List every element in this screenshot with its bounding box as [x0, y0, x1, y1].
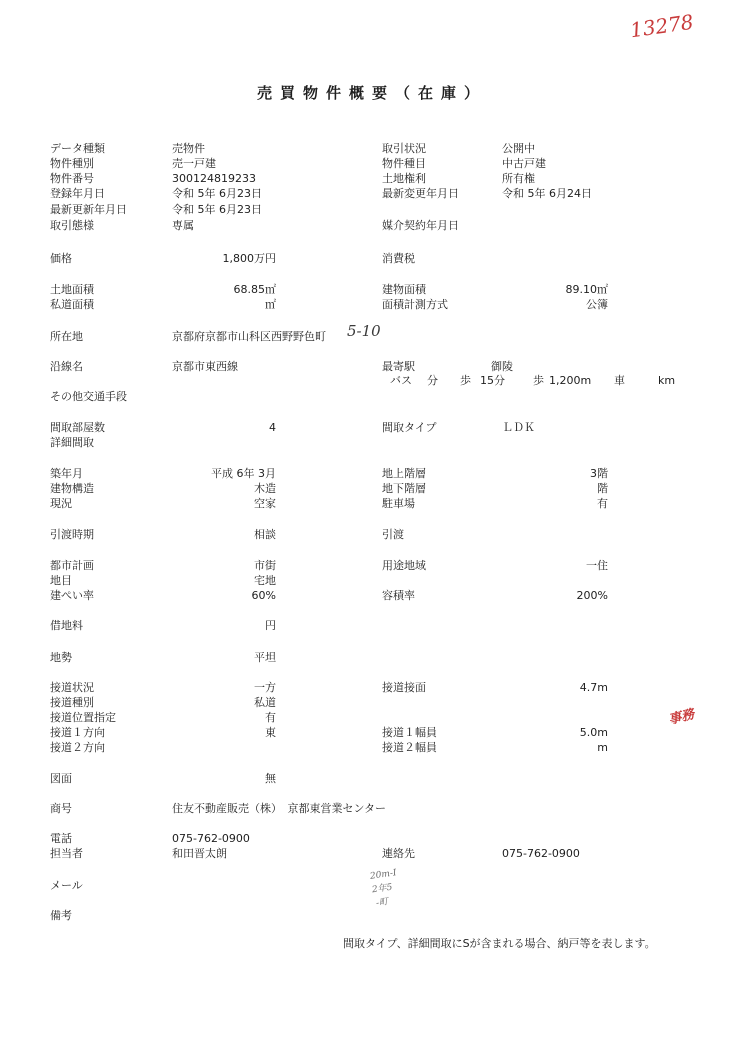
coverage-ratio-value: 60% [251, 589, 276, 602]
data-type-value: 売物件 [172, 142, 205, 155]
phone-label: 電話 [50, 832, 72, 845]
location-value: 京都府京都市山科区西野野色町 [172, 330, 326, 343]
use-zone-value: 一住 [586, 559, 608, 572]
land-category-value: 宅地 [254, 574, 276, 587]
registered-date-label: 登録年月日 [50, 187, 105, 200]
torihiki-status-value: 公開中 [502, 142, 535, 155]
terrain-label: 地勢 [50, 651, 72, 664]
bus-minutes-unit: 分 [427, 374, 438, 387]
area-measure-method-label: 面積計測方式 [382, 298, 448, 311]
line-name-value: 京都市東西線 [172, 360, 238, 373]
road1-direction-label: 接道１方向 [50, 726, 105, 739]
pencil-note-1: 20m-I [369, 868, 398, 882]
contact-label: 連絡先 [382, 847, 415, 860]
road-position-value: 有 [265, 711, 276, 724]
parking-label: 駐車場 [382, 497, 415, 510]
property-class-value: 売一戸建 [172, 157, 216, 170]
use-zone-label: 用途地域 [382, 559, 426, 572]
road-frontage-label: 接道接面 [382, 681, 426, 694]
handwritten-stamp: 事務 [667, 707, 696, 728]
trade-name-value: 住友不動産販売（株） 京都東営業センター [172, 802, 387, 815]
latest-update-date-value: 令和 5年 6月23日 [172, 203, 262, 216]
other-transport-label: その他交通手段 [50, 390, 127, 403]
land-right-label: 土地権利 [382, 172, 426, 185]
road2-width-value: m [597, 741, 608, 754]
phone-value: 075-762-0900 [172, 832, 250, 845]
road2-width-label: 接道２幅員 [382, 741, 437, 754]
walk1-label: 歩 [460, 374, 471, 387]
property-number-label: 物件番号 [50, 172, 94, 185]
floor-area-ratio-value: 200% [576, 589, 608, 602]
city-plan-label: 都市計画 [50, 559, 94, 572]
walk2-value: 1,200m [549, 374, 592, 387]
nearest-station-value: 御陵 [491, 360, 513, 373]
property-class-label: 物件種別 [50, 157, 94, 170]
deal-mode-label: 取引態様 [50, 219, 94, 232]
structure-label: 建物構造 [50, 482, 94, 495]
road2-direction-label: 接道２方向 [50, 741, 105, 754]
page-title: 売買物件概要（在庫） [256, 84, 487, 102]
person-label: 担当者 [50, 847, 83, 860]
land-rent-label: 借地料 [50, 619, 83, 632]
road1-width-label: 接道１幅員 [382, 726, 437, 739]
floors-below-value: 階 [597, 482, 608, 495]
drawing-label: 図面 [50, 772, 72, 785]
room-count-label: 間取部屋数 [50, 421, 105, 434]
handover-label: 引渡 [382, 528, 404, 541]
private-road-area-value: ㎡ [265, 298, 276, 311]
floors-below-label: 地下階層 [382, 482, 426, 495]
location-label: 所在地 [50, 330, 83, 343]
floors-above-value: 3階 [590, 467, 608, 480]
line-name-label: 沿線名 [50, 360, 83, 373]
property-number-value: 300124819233 [172, 172, 256, 185]
contact-value: 075-762-0900 [502, 847, 580, 860]
person-value: 和田晋太朗 [172, 847, 227, 860]
layout-detail-label: 詳細間取 [50, 436, 94, 449]
city-plan-value: 市街 [254, 559, 276, 572]
latest-update-date-label: 最新更新年月日 [50, 203, 127, 216]
room-count-value: 4 [269, 421, 276, 434]
road-type-label: 接道種別 [50, 696, 94, 709]
walk2-label: 歩 [533, 374, 544, 387]
land-area-value: 68.85㎡ [233, 283, 276, 296]
road-type-value: 私道 [254, 696, 276, 709]
trade-name-label: 商号 [50, 802, 72, 815]
deal-mode-value: 専属 [172, 219, 194, 232]
building-area-value: 89.10㎡ [565, 283, 608, 296]
road1-width-value: 5.0m [579, 726, 608, 739]
pencil-note-3: -町 [375, 897, 389, 909]
current-status-label: 現況 [50, 497, 72, 510]
land-right-value: 所有権 [502, 172, 535, 185]
road-status-label: 接道状況 [50, 681, 94, 694]
parking-value: 有 [597, 497, 608, 510]
walk1-value: 15分 [480, 374, 505, 387]
structure-value: 木造 [254, 482, 276, 495]
price-value: 1,800万円 [222, 252, 276, 265]
price-label: 価格 [50, 252, 72, 265]
built-date-label: 築年月 [50, 467, 83, 480]
latest-change-date-label: 最新変更年月日 [382, 187, 459, 200]
handover-time-label: 引渡時期 [50, 528, 94, 541]
floors-above-label: 地上階層 [382, 467, 426, 480]
layout-type-value: ＬＤＫ [502, 421, 535, 434]
area-measure-method-value: 公簿 [586, 298, 608, 311]
current-status-value: 空家 [254, 497, 276, 510]
building-area-label: 建物面積 [382, 283, 426, 296]
handwritten-number: 13278 [628, 9, 695, 43]
bus-label: バス [390, 374, 412, 387]
layout-type-label: 間取タイプ [382, 421, 437, 434]
pencil-note-2: 2年5 [371, 882, 394, 896]
land-area-label: 土地面積 [50, 283, 94, 296]
land-category-label: 地目 [50, 574, 72, 587]
email-label: メール [50, 879, 83, 892]
torihiki-status-label: 取引状況 [382, 142, 426, 155]
handover-time-value: 相談 [254, 528, 276, 541]
handwritten-address-suffix: 5-10 [347, 322, 381, 340]
data-type-label: データ種類 [50, 142, 105, 155]
latest-change-date-value: 令和 5年 6月24日 [502, 187, 592, 200]
road1-direction-value: 東 [265, 726, 276, 739]
floor-area-ratio-label: 容積率 [382, 589, 415, 602]
registered-date-value: 令和 5年 6月23日 [172, 187, 262, 200]
car-label: 車 [614, 374, 625, 387]
km-label: km [658, 374, 676, 387]
brokerage-date-label: 媒介契約年月日 [382, 219, 459, 232]
private-road-area-label: 私道面積 [50, 298, 94, 311]
road-frontage-value: 4.7m [579, 681, 608, 694]
road-status-value: 一方 [254, 681, 276, 694]
built-date-value: 平成 6年 3月 [211, 467, 276, 480]
nearest-station-label: 最寄駅 [382, 360, 415, 373]
property-item-label: 物件種目 [382, 157, 426, 170]
footnote: 間取タイプ、詳細間取にSが含まれる場合、納戸等を表します。 [343, 937, 656, 950]
remarks-label: 備考 [50, 909, 72, 922]
terrain-value: 平坦 [254, 651, 276, 664]
drawing-value: 無 [265, 772, 276, 785]
consumption-tax-label: 消費税 [382, 252, 415, 265]
property-item-value: 中古戸建 [502, 157, 546, 170]
road-position-label: 接道位置指定 [50, 711, 116, 724]
coverage-ratio-label: 建ぺい率 [50, 589, 94, 602]
land-rent-value: 円 [265, 619, 276, 632]
